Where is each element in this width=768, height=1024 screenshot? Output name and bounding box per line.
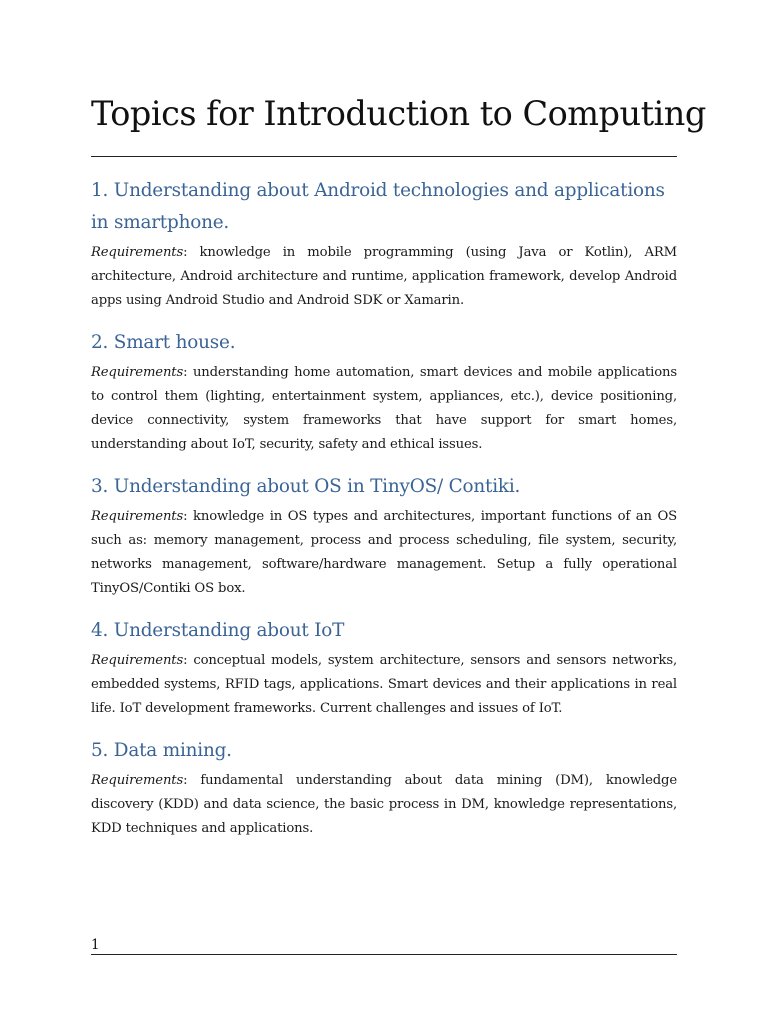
topic-requirements bbox=[91, 361, 677, 457]
requirements-text: : knowledge in mobile programming (using Java or Kotlin), ARM architecture, Android architecture and runtime, application framework, develop Android apps using Android Studio and Android SDK or Xamarin. bbox=[91, 245, 677, 309]
requirements-text: : fundamental understanding about data mining (DM), knowledge discovery (KDD) and data science, the basic process in DM, knowledge representations, KDD techniques and applications. bbox=[91, 773, 677, 837]
footer-divider bbox=[91, 954, 677, 955]
title-divider bbox=[91, 156, 677, 157]
topic-requirements bbox=[91, 769, 677, 841]
topic-section-2 bbox=[91, 327, 677, 457]
requirements-label: Requirements bbox=[91, 245, 184, 261]
requirements-label: Requirements bbox=[91, 773, 184, 789]
topic-requirements bbox=[91, 505, 677, 601]
topic-heading: 2. Smart house. bbox=[91, 332, 236, 354]
requirements-label: Requirements bbox=[91, 653, 184, 669]
page-number: 1 bbox=[91, 937, 100, 953]
topic-heading: 3. Understanding about OS in TinyOS/ Contiki. bbox=[91, 476, 521, 498]
topic-heading: 5. Data mining. bbox=[91, 740, 232, 762]
page-footer bbox=[91, 936, 677, 955]
topic-section-1 bbox=[91, 175, 677, 313]
requirements-text: : conceptual models, system architecture, sensors and sensors networks, embedded systems, RFID tags, applications. Smart devices and their applications in real life. IoT development frameworks. Current challenges and issues of IoT. bbox=[91, 653, 677, 717]
topic-section-4 bbox=[91, 615, 677, 721]
topic-requirements bbox=[91, 649, 677, 721]
requirements-label: Requirements bbox=[91, 365, 184, 381]
requirements-label: Requirements bbox=[91, 509, 184, 525]
topic-section-3 bbox=[91, 471, 677, 601]
topic-requirements bbox=[91, 241, 677, 313]
topic-section-5 bbox=[91, 735, 677, 841]
requirements-text: : understanding home automation, smart devices and mobile applications to control them (lighting, entertainment system, appliances, etc.), device positioning, device connectivity, system frameworks that have support for smart homes, understanding about IoT, security, safety and ethical issues. bbox=[91, 365, 677, 453]
page-content bbox=[91, 94, 706, 855]
requirements-text: : knowledge in OS types and architectures, important functions of an OS such as: memory management, process and process scheduling, file system, security, networks management, software/hardware management. Setup a fully operational TinyOS/Contiki OS box. bbox=[91, 509, 677, 597]
document-title: Topics for Introduction to Computing bbox=[91, 94, 706, 133]
topic-heading: 1. Understanding about Android technologies and applications in smartphone. bbox=[91, 180, 665, 234]
topic-heading: 4. Understanding about IoT bbox=[91, 620, 345, 642]
